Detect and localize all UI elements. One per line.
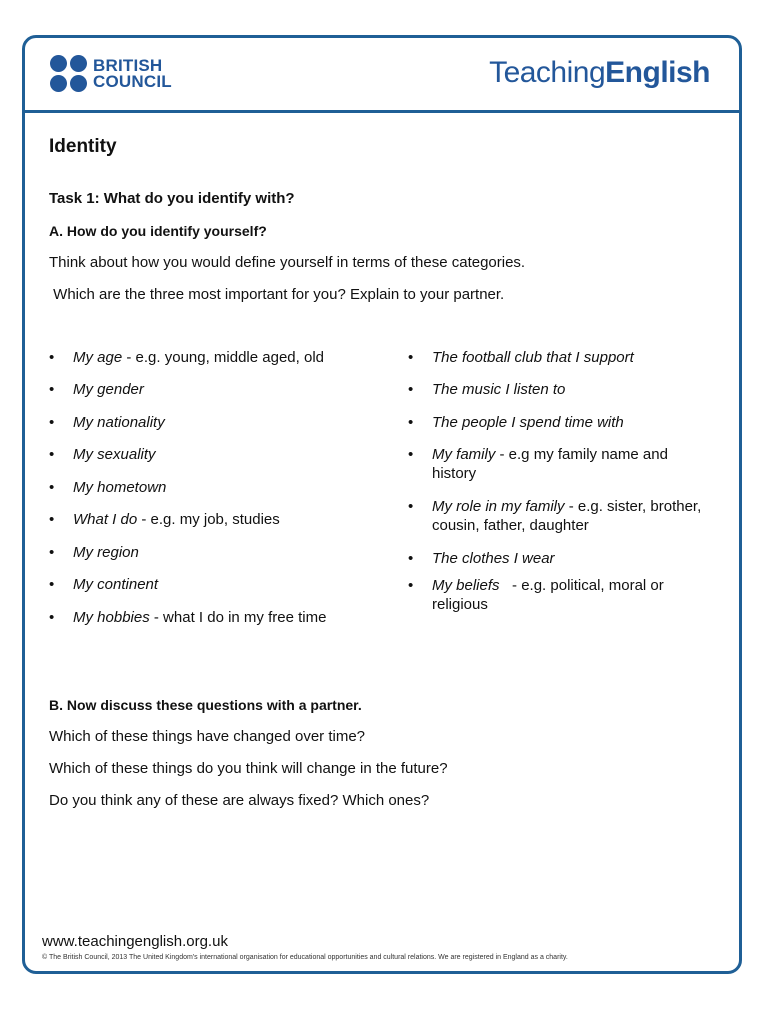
list-item: • My gender: [49, 381, 144, 398]
list-item: • My hometown: [49, 479, 167, 496]
question-3: Do you think any of these are always fixed? Which ones?: [49, 792, 430, 809]
bullet-icon: •: [49, 576, 55, 593]
bullet-icon: •: [49, 609, 55, 626]
logo-line-2: COUNCIL: [93, 71, 172, 91]
page-title: Identity: [49, 136, 117, 157]
bullet-icon: •: [49, 479, 55, 496]
bullet-icon: •: [408, 577, 414, 594]
list-item: • The people I spend time with: [408, 414, 624, 431]
list-item: • My region: [49, 544, 139, 561]
instruction-1: Think about how you would define yourself in terms of these categories.: [49, 254, 526, 271]
question-1: Which of these things have changed over time?: [49, 728, 366, 745]
bullet-icon: •: [408, 498, 414, 515]
list-item: • The music I listen to: [408, 381, 566, 398]
bullet-icon: •: [408, 550, 414, 567]
teaching-english-logo: [489, 56, 710, 90]
list-item: • The clothes I wear: [408, 550, 555, 567]
section-b-heading: B. Now discuss these questions with a partner.: [49, 697, 362, 713]
instruction-2: Which are the three most important for you? Explain to your partner.: [49, 286, 505, 303]
bullet-icon: •: [49, 446, 55, 463]
footer-copyright: © The British Council, 2013 The United Kingdom's international organisation for educational opportunities and cultural relations. We are registered in England as a charity.: [42, 954, 568, 961]
list-item: • My hobbies - what I do in my free time: [49, 609, 327, 626]
section-a-heading: A. How do you identify yourself?: [49, 223, 267, 239]
bullet-icon: •: [49, 511, 55, 528]
logo-english: English: [605, 56, 710, 89]
bullet-icon: •: [49, 349, 55, 366]
logo-dots-icon: [50, 55, 87, 92]
list-item: • The football club that I support: [408, 349, 634, 366]
footer-url[interactable]: www.teachingenglish.org.uk: [42, 933, 228, 950]
logo-line-1: BRITISH: [93, 55, 163, 75]
header-divider: [22, 110, 742, 113]
list-item: • My family - e.g my family name and history: [408, 446, 668, 482]
list-item: • My role in my family - e.g. sister, brother, cousin, father, daughter: [408, 498, 702, 534]
list-item: • My nationality: [49, 414, 165, 431]
list-item: • My sexuality: [49, 446, 156, 463]
task-heading: Task 1: What do you identify with?: [49, 190, 295, 207]
bullet-icon: •: [49, 381, 55, 398]
list-item: • My beliefs - e.g. political, moral or religious: [408, 577, 668, 613]
list-item: • My continent: [49, 576, 159, 593]
list-item: • My age - e.g. young, middle aged, old: [49, 349, 324, 366]
logo-teaching: Teaching: [489, 56, 606, 89]
british-council-logo: [50, 55, 172, 92]
question-2: Which of these things do you think will change in the future?: [49, 760, 448, 777]
bullet-icon: •: [408, 414, 414, 431]
bullet-icon: •: [49, 414, 55, 431]
list-item: • What I do - e.g. my job, studies: [49, 511, 280, 528]
bullet-icon: •: [408, 381, 414, 398]
bullet-icon: •: [408, 446, 414, 463]
bullet-icon: •: [408, 349, 414, 366]
bullet-icon: •: [49, 544, 55, 561]
